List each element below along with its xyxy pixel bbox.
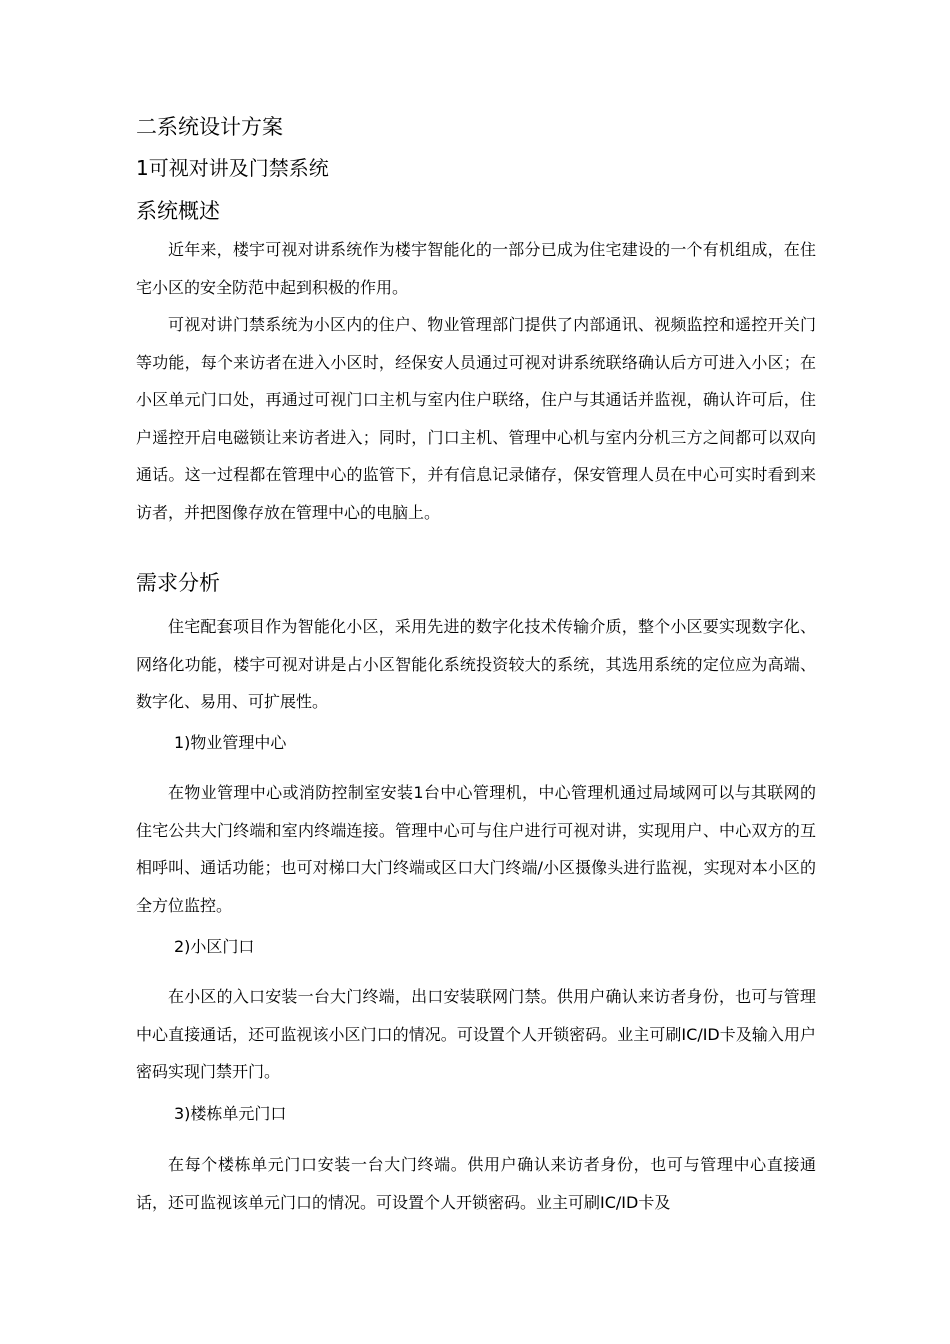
item-label-management-center: 1)物业管理中心 <box>174 733 287 752</box>
overview-paragraph-1: 近年来，楼宇可视对讲系统作为楼宇智能化的一部分已成为住宅建设的一个有机组成，在住宅小区的安全防范中起到积极的作用。 <box>136 240 816 297</box>
section-heading: 1可视对讲及门禁系统 <box>136 156 329 180</box>
chapter-heading: 二系统设计方案 <box>136 115 283 139</box>
item-label-building-unit-gate: 3)楼栋单元门口 <box>174 1104 287 1123</box>
item-text-building-unit-gate: 在每个楼栋单元门口安装一台大门终端。供用户确认来访者身份，也可与管理中心直接通话，还可监视该单元门口的情况。可设置个人开锁密码。业主可刷IC/ID卡及 <box>136 1155 816 1212</box>
overview-paragraph-2: 可视对讲门禁系统为小区内的住户、物业管理部门提供了内部通讯、视频监控和遥控开关门等功能，每个来访者在进入小区时，经保安人员通过可视对讲系统联络确认后方可进入小区；在小区单元门口处，再通过可视门口主机与室内住户联络，住户与其通话并监视，确认许可后，住户遥控开启电磁锁让来访者进入；同时，门口主机、管理中心机与室内分机三方之间都可以双向通话。这一过程都在管理中心的监管下，并有信息记录储存，保安管理人员在中心可实时看到来访者，并把图像存放在管理中心的电脑上。 <box>136 315 816 522</box>
item-label-community-gate: 2)小区门口 <box>174 937 255 956</box>
requirements-intro-paragraph: 住宅配套项目作为智能化小区，采用先进的数字化技术传输介质，整个小区要实现数字化、网络化功能，楼宇可视对讲是占小区智能化系统投资较大的系统，其选用系统的定位应为高端、数字化、易用、可扩展性。 <box>136 617 816 711</box>
subsection-title-overview: 系统概述 <box>136 199 220 223</box>
item-text-community-gate: 在小区的入口安装一台大门终端，出口安装联网门禁。供用户确认来访者身份，也可与管理中心直接通话，还可监视该小区门口的情况。可设置个人开锁密码。业主可刷IC/ID卡及输入用户密码实现门禁开门。 <box>136 987 816 1081</box>
item-text-management-center: 在物业管理中心或消防控制室安装1台中心管理机，中心管理机通过局域网可以与其联网的住宅公共大门终端和室内终端连接。管理中心可与住户进行可视对讲，实现用户、中心双方的互相呼叫、通话功能；也可对梯口大门终端或区口大门终端/小区摄像头进行监视，实现对本小区的全方位监控。 <box>136 783 816 915</box>
subsection-title-requirements: 需求分析 <box>136 571 220 595</box>
